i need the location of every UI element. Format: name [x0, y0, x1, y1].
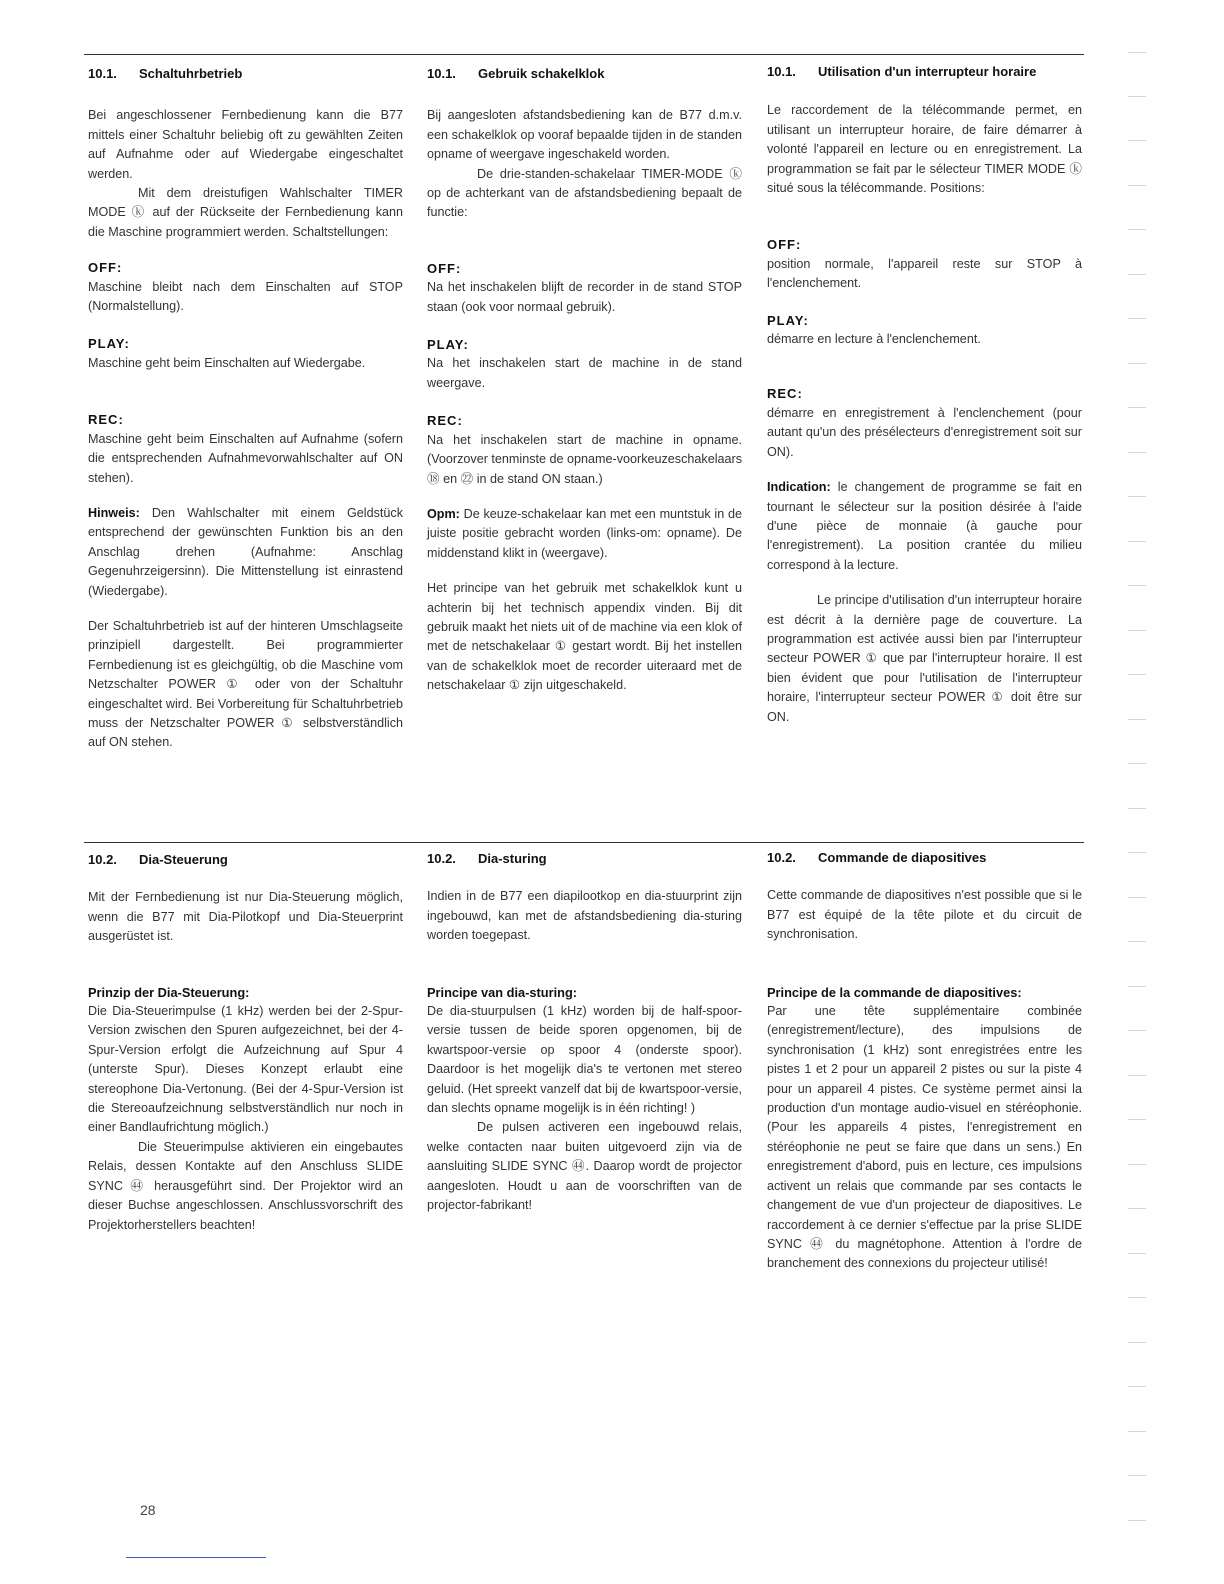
- label-off: OFF:: [88, 260, 123, 276]
- section-heading: 10.2. Commande de diapositives: [767, 850, 987, 865]
- paragraph-rec: Maschine geht beim Einschalten auf Aufnahme (sofern die entsprechenden Aufnahmevorwahlschalter auf ON stehen).: [88, 431, 403, 485]
- paragraph-body-2: De pulsen activeren een ingebouwd relais, welke contacten naar buiten uitgevoerd zijn via de aansluiting SLIDE SYNC ㊹. Daarop wordt de projector aangesloten. Houdt u aan de voorschriften van de projector-fabrikant!: [427, 1120, 742, 1213]
- section-heading: 10.1. Utilisation d'un interrupteur horaire: [767, 64, 1037, 79]
- paragraph-off: Maschine bleibt nach dem Einschalten auf STOP (Normalstellung).: [88, 279, 403, 314]
- paragraph-body: Die Dia-Steuerimpulse (1 kHz) werden bei der 2-Spur-Version zwischen den Spuren aufgezeichnet, bei der 4-Spur-Version erfolgt die Aufzeichnung auf Spur 4 (unterste Spur). Dieses Konzept erlaubt eine stereophone Dia-Vertonung. (Bei der 4-Spur-Version ist die Stereoaufzeichnung selbstverständlich nur noch in einer Bandlaufrichtung möglich.): [88, 1004, 403, 1135]
- paragraph-intro: Mit der Fernbedienung ist nur Dia-Steuerung möglich, wenn die B77 mit Dia-Pilotkopf und Dia-Steuerprint ausgerüstet ist.: [88, 890, 403, 944]
- paragraph-intro: Indien in de B77 een diapilootkop en dia-stuurprint zijn ingebouwd, kan met de afstandsbediening dia-sturing worden toegepast.: [427, 889, 742, 943]
- section-rule-top: [84, 54, 1084, 55]
- paragraph-body: De dia-stuurpulsen (1 kHz) worden bij de half-spoor-versie tussen de beide sporen opgenomen, bij de kwartspoor-versie op spoor 4 (onderste spoor). Daardoor is het mogelijk dia's te vertonen met stereo geluid. (Het spreekt vanzelf dat bij de kwartspoor-versie, dan slechts opname mogelijk is in één richting! ): [427, 1004, 742, 1116]
- column-german-10-2: [88, 850, 403, 1235]
- subheading: Principe de la commande de diapositives:: [767, 984, 1022, 1000]
- section-heading: 10.2. Dia-sturing: [427, 851, 547, 866]
- paragraph-intro: Cette commande de diapositives n'est possible que si le B77 est équipé de la tête pilote et du circuit de synchronisation.: [767, 888, 1082, 942]
- paragraph-body: Par une tête supplémentaire combinée (enregistrement/lecture), des impulsions de synchronisation (1 kHz) sont enregistrées entre les pistes 1 et 2 pour un appareil 2 pistes ou sur la piste 4 pour un appareil 4 pistes. Ce système permet ainsi la production d'un montage audio-visuel en stéréophonie. (Pour les appareils 4 pistes, l'enregistrement en stéréophonie ne peut se faire que dans un sens.) En enregistrement d'abord, puis en lecture, ces impulsions activent un relais que commande par ses contacts le changement de vue d'un projecteur de diapositives. Le raccordement à ce dernier s'effectue par la prise SLIDE SYNC ㊹ du magnétophone. Attention à l'ordre de branchement des connexions du projecteur utilisé!: [767, 1004, 1082, 1271]
- section-heading: 10.1. Schaltuhrbetrieb: [88, 66, 243, 81]
- column-dutch-10-2: [427, 849, 742, 1216]
- paragraph-rec: démarre en enregistrement à l'enclenchement (pour autant qu'un des présélecteurs d'enregistrement soit sur ON).: [767, 405, 1082, 459]
- paragraph-off: Na het inschakelen blijft de recorder in de stand STOP staan (ook voor normaal gebruik).: [427, 280, 742, 314]
- label-off: OFF:: [427, 260, 462, 276]
- paragraph-outro: Le principe d'utilisation d'un interrupteur horaire est décrit à la dernière page de couverture. La programmation est activée aussi bien par l'interrupteur secteur POWER ① que par l'interrupteur horaire. Il est bien évident que pour l'utilisation de l'interrupteur horaire, l'interrupteur secteur POWER ① doit être sur ON.: [767, 593, 1082, 724]
- column-french-10-1: [767, 62, 1082, 727]
- paragraph-play: Na het inschakelen start de machine in de stand weergave.: [427, 356, 742, 390]
- label-rec: REC:: [767, 386, 803, 402]
- paragraph-off: position normale, l'appareil reste sur STOP à l'enclenchement.: [767, 256, 1082, 291]
- section-heading: 10.2. Dia-Steuerung: [88, 852, 228, 867]
- footer-rule: [126, 1557, 266, 1558]
- paragraph-play: Maschine geht beim Einschalten auf Wiedergabe.: [88, 355, 366, 370]
- paragraph-intro-2: Mit dem dreistufigen Wahlschalter TIMER MODE ⓚ auf der Rückseite der Fernbedienung kann die Maschine programmiert werden. Schaltstellungen:: [88, 186, 403, 239]
- paragraph-outro: Der Schaltuhrbetrieb ist auf der hinteren Umschlagseite prinzipiell dargestellt. Bei programmierter Fernbedienung ist es gleichgültig, ob die Maschine vom Netzschalter POWER ① oder von der Schaltuhr eingeschaltet wird. Bei Vorbereitung für Schaltuhrbetrieb muss der Netzschalter POWER ① selbstverständlich auf ON stehen.: [88, 618, 403, 750]
- page-number: 28: [140, 1502, 156, 1518]
- paragraph-note: Indication: le changement de programme se fait en tournant le sélecteur sur la position désirée à l'aide d'une pièce de monnaie (à gauche pour l'enregistrement). La position crantée du milieu correspond à la lecture.: [767, 480, 1082, 572]
- paragraph-note: Hinweis: Den Wahlschalter mit einem Geldstück entsprechend der gewünschten Funktion bis an den Anschlag drehen (Aufnahme: Anschlag Gegenuhrzeigersinn). Die Mittenstellung ist einrastend (Wiedergabe).: [88, 505, 403, 598]
- label-play: PLAY:: [427, 337, 469, 353]
- label-play: PLAY:: [767, 312, 809, 328]
- paragraph-rec: Na het inschakelen start de machine in opname. (Voorzover tenminste de opname-voorkeuzeschakelaars ⑱ en ㉒ in de stand ON staan.): [427, 432, 743, 486]
- paragraph-body-2: Die Steuerimpulse aktivieren ein eingebautes Relais, dessen Kontakte auf den Anschluss SLIDE SYNC ㊹ herausgeführt sind. Der Projektor wird an dieser Buchse angeschlossen. Anschlussvorschrift des Projektorherstellers beachten!: [88, 1139, 403, 1232]
- paragraph-intro-2: De drie-standen-schakelaar TIMER-MODE ⓚ op de achterkant van de afstandsbediening bepaalt de functie:: [427, 166, 742, 220]
- subheading: Prinzip der Dia-Steuerung:: [88, 984, 250, 1000]
- paragraph-play: démarre en lecture à l'enclenchement.: [767, 332, 981, 347]
- paragraph-note: Opm: De keuze-schakelaar kan met een muntstuk in de juiste positie gebracht worden (links-om: opname). De middenstand klikt in (weergave).: [427, 506, 742, 560]
- label-play: PLAY:: [88, 336, 130, 352]
- column-french-10-2: [767, 848, 1082, 1274]
- column-dutch-10-1: [427, 64, 742, 696]
- section-heading: 10.1. Gebruik schakelklok: [427, 66, 605, 81]
- subheading: Principe van dia-sturing:: [427, 984, 578, 1000]
- paragraph-intro: Bij aangesloten afstandsbediening kan de B77 d.m.v. een schakelklok op vooraf bepaalde tijden in de standen opname of weergave ingeschakeld worden.: [427, 108, 742, 162]
- section-rule-middle: [84, 842, 1084, 843]
- paragraph-outro: Het principe van het gebruik met schakelklok kunt u achterin bij het technisch appendix vinden. Bij dit gebruik maakt het niets uit of de machine via een klok of met de netschakelaar ① gestart wordt. Bij het instellen van de schakelklok moet de recorder uiteraard met de netschakelaar ① zijn uitgeschakeld.: [427, 581, 742, 693]
- label-rec: REC:: [427, 413, 463, 429]
- paragraph-intro: Bei angeschlossener Fernbedienung kann die B77 mittels einer Schaltuhr beliebig oft zu gewählten Zeiten auf Aufnahme oder auf Wiedergabe eingeschaltet werden.: [88, 108, 403, 181]
- label-rec: REC:: [88, 412, 124, 428]
- label-off: OFF:: [767, 237, 802, 253]
- column-german-10-1: [88, 64, 403, 753]
- paragraph-intro: Le raccordement de la télécommande permet, en utilisant un interrupteur horaire, de faire démarrer à volonté l'appareil en lecture ou en enregistrement. La programmation se fait par le sélecteur TIMER MODE ⓚ situé sous la télécommande. Positions:: [767, 103, 1082, 196]
